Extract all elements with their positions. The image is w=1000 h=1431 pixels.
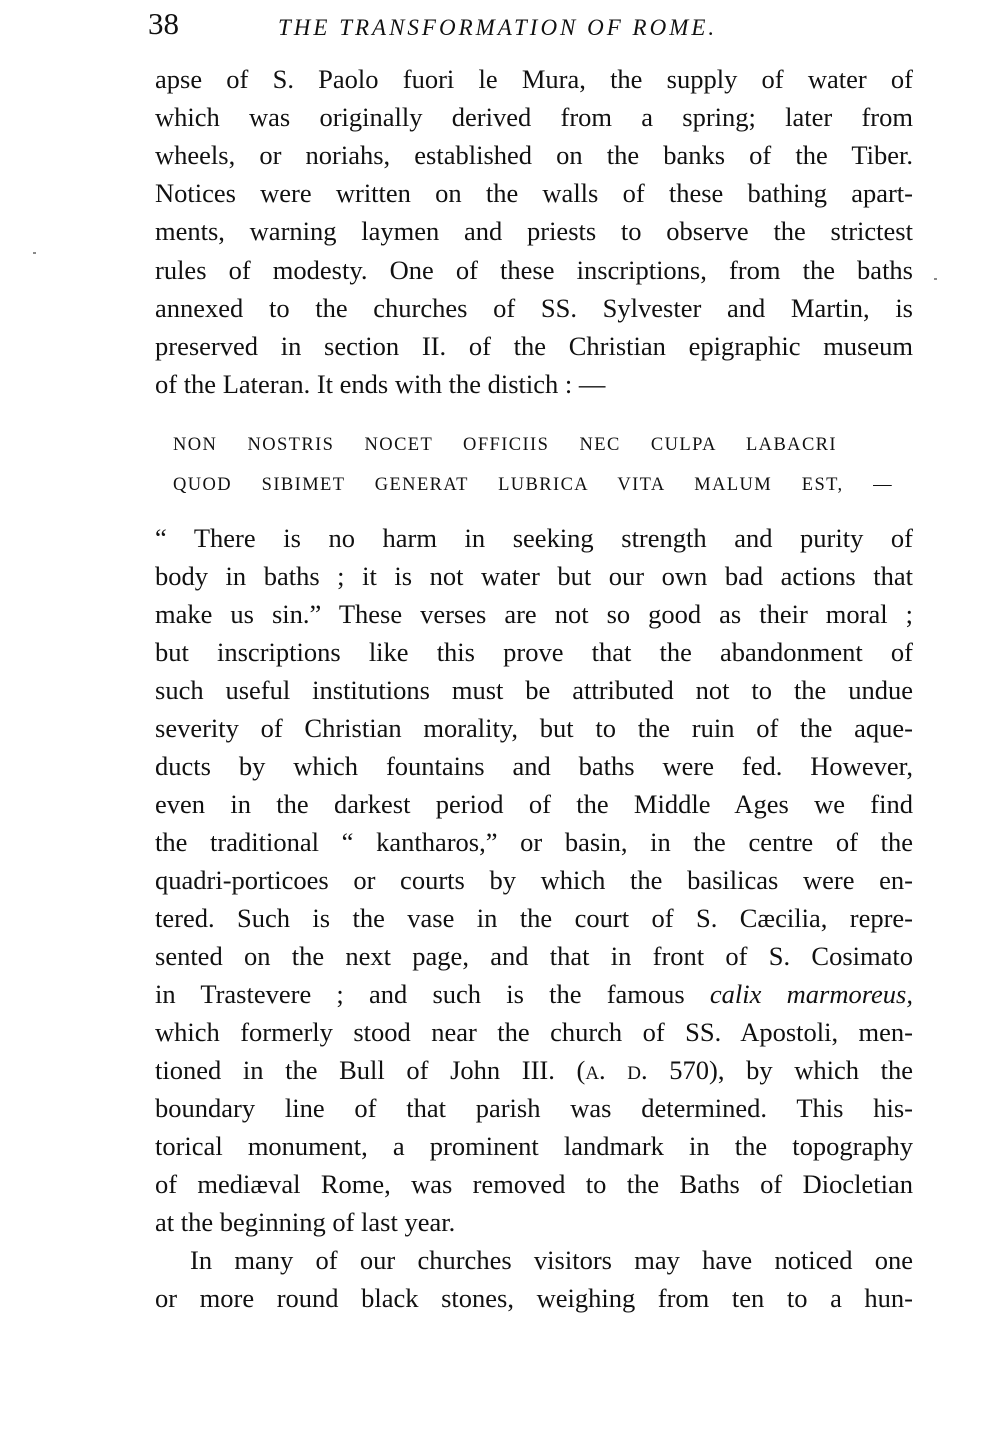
scan-speck	[33, 252, 36, 254]
text-line-with-date	[155, 1051, 913, 1089]
inscription-line: NON NOSTRIS NOCET OFFICIIS NEC CULPA LABACRI	[173, 435, 837, 455]
text-line: sented on the next page, and that in front of S. Cosimato	[155, 941, 913, 971]
text-line: ducts by which fountains and baths were fed. However,	[155, 751, 913, 781]
text-line: boundary line of that parish was determined. This his-	[155, 1093, 913, 1123]
inscription-line: QUOD SIBIMET GENERAT LUBRICA VITA MALUM EST, —	[173, 475, 893, 495]
text-line: which formerly stood near the church of SS. Apostoli, men-	[155, 1017, 913, 1047]
text-line: annexed to the churches of SS. Sylvester and Martin, is	[155, 293, 913, 323]
text-run: tioned in the Bull of John III. (	[155, 1055, 586, 1085]
text-line: ments, warning laymen and priests to observe the strictest	[155, 216, 913, 246]
text-line: “ There is no harm in seeking strength and purity of	[155, 523, 913, 553]
text-line: of mediæval Rome, was removed to the Baths of Diocletian	[155, 1169, 913, 1199]
italic-phrase: calix marmoreus,	[709, 979, 913, 1009]
text-line: body in baths ; it is not water but our own bad actions that	[155, 561, 913, 591]
text-line: such useful institutions must be attributed not to the undue	[155, 675, 913, 705]
text-line: but inscriptions like this prove that the abandonment of	[155, 637, 913, 667]
page-number: 38	[148, 6, 179, 41]
text-line: rules of modesty. One of these inscriptions, from the baths	[155, 255, 913, 285]
text-line: tered. Such is the vase in the court of S. Cæcilia, repre-	[155, 903, 913, 933]
scan-speck	[934, 278, 937, 280]
text-line: Notices were written on the walls of these bathing apart-	[155, 178, 913, 208]
text-line: quadri-porticoes or courts by which the basilicas were en-	[155, 865, 913, 895]
text-line: In many of our churches visitors may have noticed one	[190, 1245, 913, 1275]
text-line: make us sin.” These verses are not so good as their moral ;	[155, 599, 913, 629]
text-line: or more round black stones, weighing from ten to a hun-	[155, 1283, 913, 1313]
text-line: apse of S. Paolo fuori le Mura, the supply of water of	[155, 64, 913, 94]
text-line: the traditional “ kantharos,” or basin, in the centre of the	[155, 827, 913, 857]
text-run: in Trastevere ; and such is the famous	[155, 979, 710, 1009]
text-line: even in the darkest period of the Middle Ages we find	[155, 789, 913, 819]
text-line: at the beginning of last year.	[155, 1207, 456, 1237]
text-line: of the Lateran. It ends with the distich : —	[155, 369, 606, 399]
running-title: THE TRANSFORMATION OF ROME.	[278, 15, 718, 40]
text-line: severity of Christian morality, but to the ruin of the aque-	[155, 713, 913, 743]
text-run: 570), by which the	[647, 1055, 913, 1085]
text-line: torical monument, a prominent landmark in the topography	[155, 1131, 913, 1161]
era-abbreviation: a. d.	[585, 1055, 648, 1085]
text-line-with-italic	[155, 975, 913, 1013]
page-header	[148, 4, 918, 48]
text-line: preserved in section II. of the Christian epigraphic museum	[155, 331, 913, 361]
text-line: wheels, or noriahs, established on the banks of the Tiber.	[155, 140, 913, 170]
text-line: which was originally derived from a spring; later from	[155, 102, 913, 132]
